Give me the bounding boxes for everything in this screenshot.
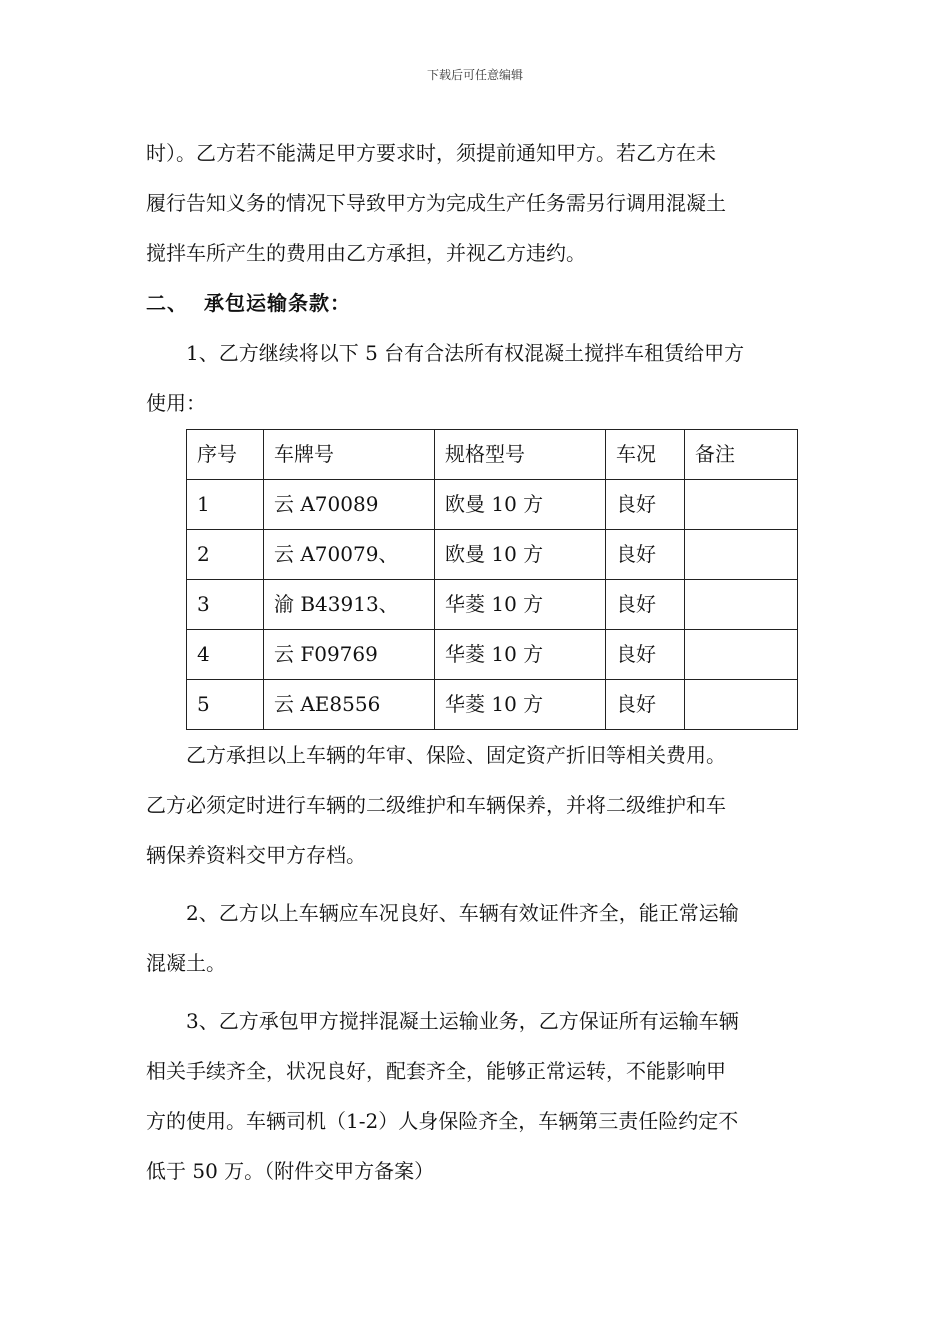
paragraph-line: 乙方承担以上车辆的年审、保险、固定资产折旧等相关费用。 xyxy=(186,743,726,767)
item2-line: 混凝土。 xyxy=(146,951,226,975)
table-cell: 云 A70089 xyxy=(264,480,435,530)
table-cell: 良好 xyxy=(606,580,685,630)
paragraph-gap xyxy=(146,880,806,888)
table-cell: 欧曼 10 方 xyxy=(435,530,606,580)
paragraph-line: 搅拌车所产生的费用由乙方承担，并视乙方违约。 xyxy=(146,241,586,265)
table-cell: 华菱 10 方 xyxy=(435,630,606,680)
table-cell: 华菱 10 方 xyxy=(435,580,606,630)
item3-line: 低于 50 万。（附件交甲方备案） xyxy=(146,1159,435,1183)
table-cell: 良好 xyxy=(606,630,685,680)
item1-line: 使用： xyxy=(146,391,206,415)
table-cell: 欧曼 10 方 xyxy=(435,480,606,530)
table-cell: 良好 xyxy=(606,480,685,530)
column-header: 车牌号 xyxy=(264,430,435,480)
section-title: 承包运输条款： xyxy=(204,291,351,315)
table-cell: 4 xyxy=(187,630,264,680)
table-header-row xyxy=(187,430,798,480)
table-cell: 良好 xyxy=(606,680,685,730)
item3-line: 方的使用。车辆司机（1-2）人身保险齐全，车辆第三责任险约定不 xyxy=(146,1109,739,1133)
table-row xyxy=(187,680,798,730)
table-cell xyxy=(685,680,798,730)
table-row xyxy=(187,580,798,630)
table-row xyxy=(187,480,798,530)
column-header: 序号 xyxy=(187,430,264,480)
document-body xyxy=(146,128,806,1196)
column-header: 规格型号 xyxy=(435,430,606,480)
table-cell xyxy=(685,480,798,530)
item2-line: 2、乙方以上车辆应车况良好、车辆有效证件齐全，能正常运输 xyxy=(186,901,739,925)
table-cell: 5 xyxy=(187,680,264,730)
table-cell: 云 AE8556 xyxy=(264,680,435,730)
paragraph-line: 乙方必须定时进行车辆的二级维护和车辆保养，并将二级维护和车 xyxy=(146,793,726,817)
section-heading xyxy=(146,278,806,328)
paragraph-line: 辆保养资料交甲方存档。 xyxy=(146,843,366,867)
table-cell: 3 xyxy=(187,580,264,630)
table-cell: 云 A70079、 xyxy=(264,530,435,580)
table-cell xyxy=(685,530,798,580)
vehicle-table xyxy=(186,429,798,730)
table-cell: 华菱 10 方 xyxy=(435,680,606,730)
table-cell xyxy=(685,630,798,680)
paragraph-gap xyxy=(146,988,806,996)
item3-line: 相关手续齐全，状况良好，配套齐全，能够正常运转，不能影响甲 xyxy=(146,1059,726,1083)
section-number: 二、 xyxy=(146,291,188,315)
table-cell xyxy=(685,580,798,630)
column-header: 备注 xyxy=(685,430,798,480)
item3-line: 3、乙方承包甲方搅拌混凝土运输业务，乙方保证所有运输车辆 xyxy=(186,1009,739,1033)
table-cell: 2 xyxy=(187,530,264,580)
paragraph-line: 履行告知义务的情况下导致甲方为完成生产任务需另行调用混凝土 xyxy=(146,191,726,215)
table-cell: 1 xyxy=(187,480,264,530)
page-header: 下载后可任意编辑 xyxy=(426,68,523,82)
table-cell: 良好 xyxy=(606,530,685,580)
table-cell: 云 F09769 xyxy=(264,630,435,680)
item1-line: 1、乙方继续将以下 5 台有合法所有权混凝土搅拌车租赁给甲方 xyxy=(186,341,745,365)
table-row xyxy=(187,630,798,680)
table-cell: 渝 B43913、 xyxy=(264,580,435,630)
paragraph-line: 时）。乙方若不能满足甲方要求时，须提前通知甲方。若乙方在未 xyxy=(146,141,716,165)
table-row xyxy=(187,530,798,580)
column-header: 车况 xyxy=(606,430,685,480)
